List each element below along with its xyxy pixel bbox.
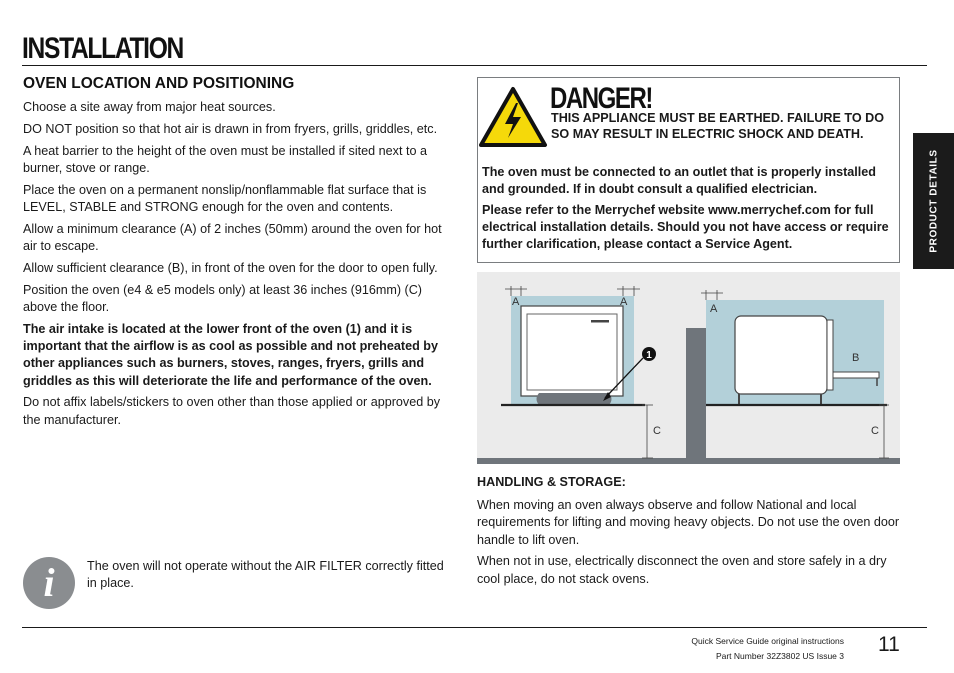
paragraph-hot-air: DO NOT position so that hot air is drawn in from fryers, grills, griddles, etc.	[23, 121, 438, 136]
page-title: INSTALLATION	[22, 32, 183, 65]
label-a-right: A	[620, 296, 628, 308]
label-c-left: C	[653, 425, 661, 437]
air-intake	[537, 393, 612, 405]
oven-door-handle	[591, 320, 609, 323]
section-heading: OVEN LOCATION AND POSITIONING	[23, 75, 295, 92]
oven-side	[735, 316, 827, 394]
handling-text	[477, 497, 902, 592]
paragraph-air-intake: The air intake is located at the lower front of the oven (1) and it is important that the airflow is as cool as possible and not preheated by other appliances such as burners, stoves, ranges, fryers, grills and griddles as this will deteriorate the life and performance of the oven.	[23, 321, 438, 388]
oven-location-text	[23, 99, 445, 434]
paragraph-storage: When not in use, electrically disconnect the oven and store safely in a dry cool place, do not stack ovens.	[477, 554, 887, 586]
high-voltage-warning-icon	[478, 86, 548, 148]
side-tab-product-details[interactable]	[913, 133, 954, 269]
paragraph-clearance-b: Allow sufficient clearance (B), in front of the oven for the door to open fully.	[23, 260, 438, 275]
paragraph-moving: When moving an oven always observe and follow National and local requirements for lifting and moving heavy objects. Do not use the oven door handle to lift oven.	[477, 498, 900, 547]
danger-outlet-text: The oven must be connected to an outlet that is properly installed and grounded. If in doubt consult a qualified electrician.	[482, 165, 876, 196]
footer-guide-title: Quick Service Guide original instructions	[691, 636, 844, 646]
paragraph-clearance-a: Allow a minimum clearance (A) of 2 inches (50mm) around the oven for hot air to escape.	[23, 221, 442, 254]
info-note: The oven will not operate without the AIR FILTER correctly fitted in place.	[87, 559, 444, 591]
oven-door-open	[833, 372, 879, 378]
callout-number: 1	[646, 350, 652, 361]
handling-heading: HANDLING & STORAGE:	[477, 475, 626, 489]
oven-side-door	[827, 320, 833, 390]
label-c-right: C	[871, 425, 879, 437]
header-rule	[22, 65, 927, 66]
danger-title: DANGER!	[550, 82, 652, 115]
paragraph-labels: Do not affix labels/stickers to oven other than those applied or approved by the manufacturer.	[23, 395, 441, 427]
footer-part-number: Part Number 32Z3802 US Issue 3	[715, 651, 844, 661]
wall	[686, 328, 706, 464]
paragraph-surface: Place the oven on a permanent nonslip/nonflammable flat surface that is LEVEL, STABLE and STRONG enough for the oven and contents.	[23, 182, 427, 214]
danger-website-text: Please refer to the Merrychef website www.merrychef.com for full electrical installation details. Should you not have access or require further clarification, please contact a Service Agent.	[482, 203, 889, 251]
paragraph-site: Choose a site away from major heat sources.	[23, 100, 276, 114]
danger-box	[477, 77, 900, 263]
label-a-wall: A	[710, 303, 718, 315]
clearance-diagram	[477, 272, 900, 464]
paragraph-heat-barrier: A heat barrier to the height of the oven must be installed if sited next to a burner, stove or range.	[23, 143, 427, 175]
page-number: 11	[878, 633, 900, 656]
footer-rule	[22, 627, 927, 628]
paragraph-height-c: Position the oven (e4 & e5 models only) at least 36 inches (916mm) (C) above the floor.	[23, 282, 422, 314]
info-icon: i	[23, 557, 75, 609]
danger-earthing-warning: THIS APPLIANCE MUST BE EARTHED. FAILURE TO DO SO MAY RESULT IN ELECTRIC SHOCK AND DEATH.	[551, 111, 885, 141]
oven-door	[527, 314, 617, 390]
side-tab-label: PRODUCT DETAILS	[928, 149, 939, 253]
label-b: B	[852, 352, 860, 364]
label-a-left: A	[512, 296, 520, 308]
